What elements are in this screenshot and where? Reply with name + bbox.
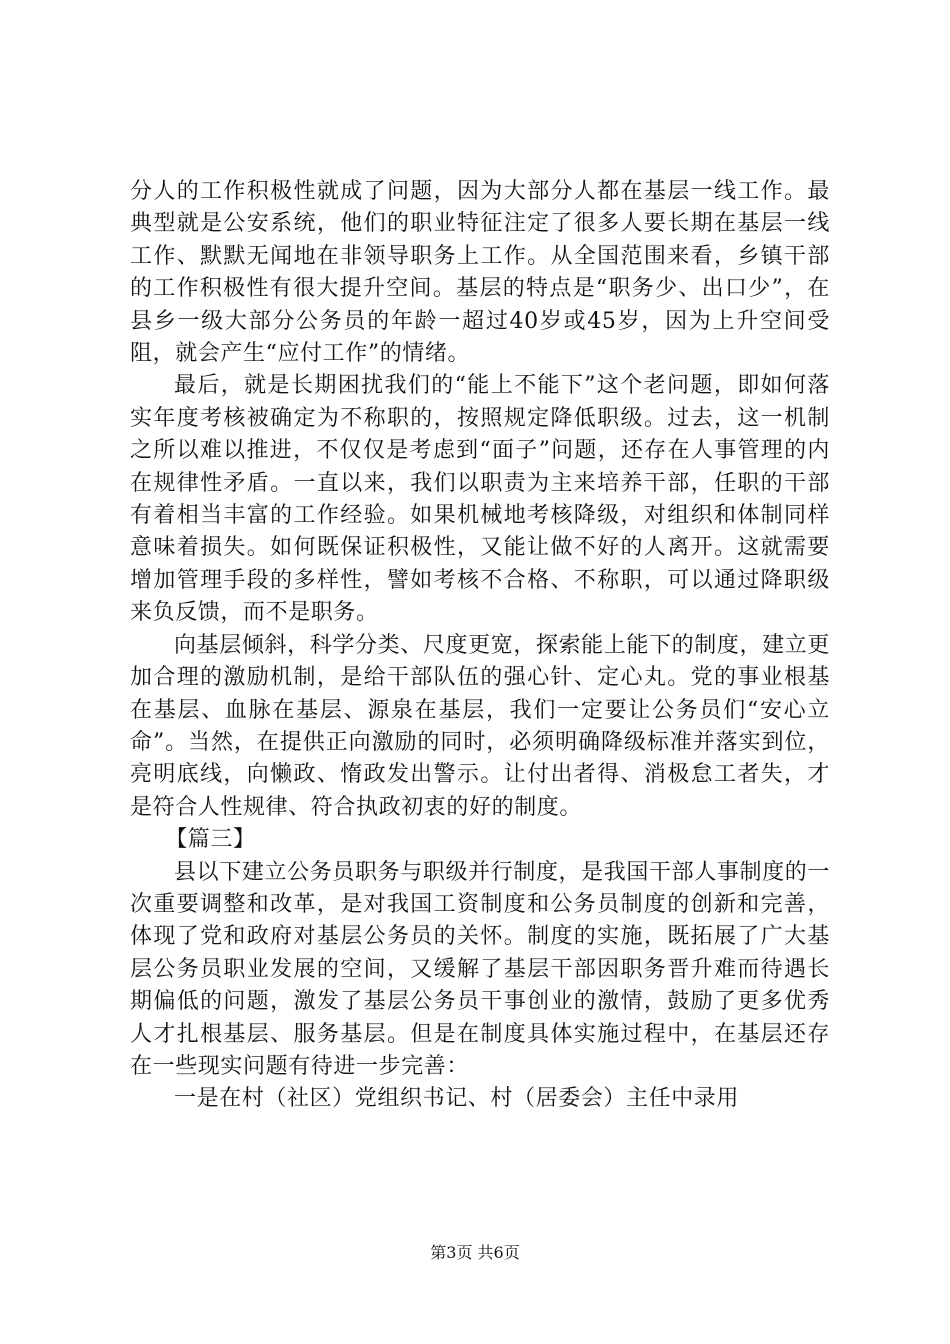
paragraph-grassroots-incentive: 向基层倾斜，科学分类、尺度更宽，探索能上能下的制度，建立更加合理的激励机制，是给干部队伍的强心针、定心丸。党的事业根基在基层、血脉在基层、源泉在基层，我们一定要让公务员们“安心立命”。当然，在提供正向激励的同时，必须明确降级标准并落实到位，亮明底线，向懒政、惰政发出警示。让付出者得、消极怠工者失，才是符合人性规律、符合执政初衷的好的制度。 — [130, 632, 830, 820]
section-heading: 【篇三】 — [165, 827, 256, 853]
page-footer: 第3页 共6页 — [430, 1243, 520, 1262]
paragraph-point-one: 一是在村（社区）党组织书记、村（居委会）主任中录用 — [174, 1086, 740, 1112]
paragraph-county-system: 县以下建立公务员职务与职级并行制度，是我国干部人事制度的一次重要调整和改革，是对我国工资制度和公务员制度的创新和完善，体现了党和政府对基层公务员的关怀。制度的实施，既拓展了广大基层公务员职业发展的空间，又缓解了基层干部因职务晋升难而待遇长期偏低的问题，激发了基层公务员干事创业的激情，鼓励了更多优秀人才扎根基层、服务基层。但是在制度具体实施过程中，在基层还存在一些现实问题有待进一步完善： — [130, 859, 830, 1079]
paragraph-finally: 最后，就是长期困扰我们的“能上不能下”这个老问题，即如何落实年度考核被确定为不称职的，按照规定降低职级。过去，这一机制之所以难以推进，不仅仅是考虑到“面子”问题，还存在人事管理的内在规律性矛盾。一直以来，我们以职责为主来培养干部，任职的干部有着相当丰富的工作经验。如果机械地考核降级，对组织和体制同样意味着损失。如何既保证积极性，又能让做不好的人离开。这就需要增加管理手段的多样性，譬如考核不合格、不称职，可以通过降职级来负反馈，而不是职务。 — [130, 373, 830, 626]
document-body — [130, 176, 830, 1116]
paragraph-continuation: 分人的工作积极性就成了问题，因为大部分人都在基层一线工作。最典型就是公安系统，他们的职业特征注定了很多人要长期在基层一线工作、默默无闻地在非领导职务上工作。从全国范围来看，乡镇干部的工作积极性有很大提升空间。基层的特点是“职务少、出口少”，在县乡一级大部分公务员的年龄一超过40岁或45岁，因为上升空间受阻，就会产生“应付工作”的情绪。 — [130, 179, 830, 367]
